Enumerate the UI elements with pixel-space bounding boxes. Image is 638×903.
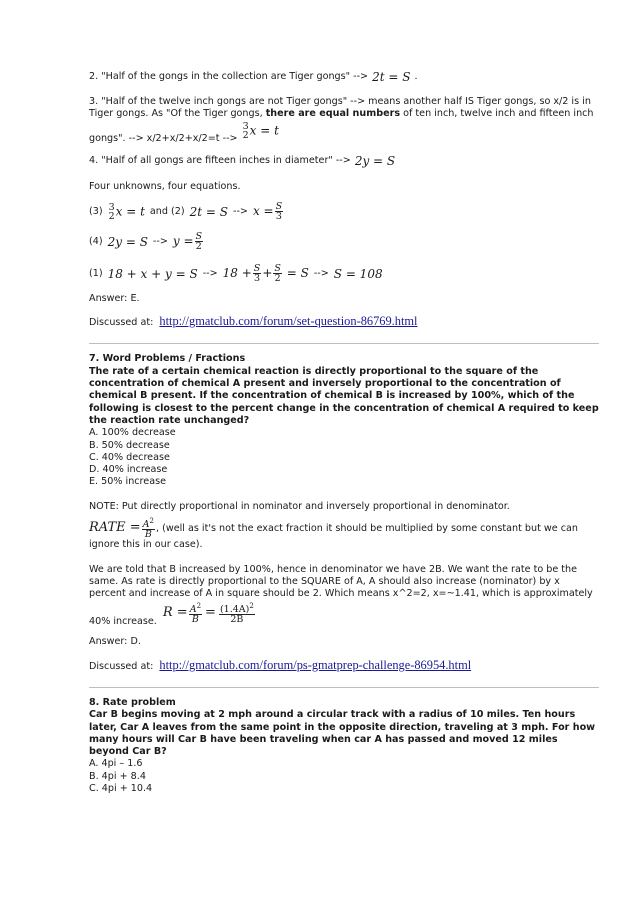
option-item: A. 100% decrease: [89, 427, 176, 439]
equation-1-part-c: S = 108: [333, 266, 383, 281]
explanation-end: 40% increase.: [89, 616, 157, 628]
question-8-title: 8. Rate problem: [89, 696, 176, 708]
equation-3: [89, 199, 599, 225]
page-content: [89, 70, 599, 795]
statement-3-text-a: 3. "Half of the twelve inch gongs are not Tiger gongs" --> means another half IS Tiger gongs, so x/2 is in Tiger gongs. As "Of the Tiger gongs,: [89, 96, 591, 120]
option-item: C. 4pi + 10.4: [89, 783, 153, 795]
rate-formula-line: [89, 517, 599, 551]
equation-3-part-b: 2t = S: [189, 204, 228, 219]
equation-3-and: and (2): [149, 205, 185, 217]
question-7-text: The rate of a certain chemical reaction is directly proportional to the square of the concentration of chemical A present and inversely proportional to the concentration of chemical B present. If the concentration of chemical B is increased by 100%, which of the following is closest to the percent change in the concentration of chemical A required to keep the reaction rate unchanged?: [89, 365, 599, 426]
equation-4-label: (4): [89, 235, 103, 247]
equation-1-label: (1): [89, 267, 103, 279]
statement-3-equation: 3 2 x = t: [242, 120, 279, 141]
discussion-link[interactable]: http://gmatclub.com/forum/set-question-86769.html: [159, 314, 418, 329]
statement-2-equation: 2t = S: [372, 69, 411, 84]
equation-3-label: (3): [89, 205, 103, 217]
statement-4-equation: 2y = S: [354, 154, 396, 169]
statement-2-text: 2. "Half of the gongs in the collection are Tiger gongs" -->: [89, 70, 369, 82]
discussed-line-2: [89, 659, 599, 673]
option-item: C. 40% decrease: [89, 451, 170, 463]
answer-text: Answer: E.: [89, 292, 140, 304]
question-7-note: NOTE: Put directly proportional in nominator and inversely proportional in denominator.: [89, 500, 510, 512]
divider: [89, 343, 599, 344]
equation-4-part-a: 2y = S: [107, 234, 148, 249]
statement-4-text: 4. "Half of all gongs are fifteen inches in diameter" -->: [89, 155, 351, 167]
option-item: D. 40% increase: [89, 464, 168, 476]
equation-3-part-c: x = $\frac{S}{3}$: [252, 201, 283, 223]
summary-text: Four unknowns, four equations.: [89, 180, 241, 192]
statement-3-line: [89, 121, 599, 145]
question-7-title: 7. Word Problems / Fractions: [89, 353, 246, 365]
option-item: B. 4pi + 8.4: [89, 770, 146, 782]
statement-3-bold: there are equal numbers: [265, 108, 401, 120]
equation-1-part-b: 18 + $\frac{S}{3}$ + $\frac{S}{2}$ = S: [222, 263, 309, 285]
discussion-link-2[interactable]: http://gmatclub.com/forum/ps-gmatprep-challenge-86954.html: [159, 657, 472, 672]
equation-3-arrow: -->: [233, 205, 248, 217]
equation-4-arrow: -->: [152, 235, 168, 247]
r-formula: R = $\frac{A^2}{B}$ = $\frac{(1.4A)^2}{2B}$: [162, 602, 254, 626]
discussed-label: Discussed at:: [89, 317, 154, 329]
r-formula-line: [89, 600, 599, 628]
option-item: A. 4pi – 1.6: [89, 758, 143, 770]
divider-2: [89, 687, 599, 688]
question-8-text: Car B begins moving at 2 mph around a circular track with a radius of 10 miles. Ten hours later, Car A leaves from the same point in the opposite direction, traveling at 3 mph. For how many hours will Car B have been traveling when car A has passed and moved 12 miles beyond Car B?: [89, 709, 596, 758]
equation-1: [89, 261, 599, 287]
rate-formula: RATE = $\frac{A^2}{B}$: [89, 517, 154, 541]
statement-2: [89, 70, 599, 84]
option-item: B. 50% decrease: [89, 439, 170, 451]
equation-4: [89, 229, 599, 255]
equation-1-arrow-1: -->: [202, 267, 218, 279]
equation-1-arrow-2: -->: [313, 267, 329, 279]
statement-3: [89, 96, 599, 121]
statement-4: [89, 155, 599, 169]
statement-2-end: .: [414, 70, 418, 82]
statement-3-text-b: of ten inch, twelve inch and fifteen inch: [403, 108, 594, 120]
discussed-line: [89, 315, 599, 329]
equation-4-part-b: y = $\frac{S}{2}$: [172, 231, 203, 253]
option-item: E. 50% increase: [89, 476, 166, 488]
rate-formula-text: , (well as it's not the exact fraction it should be multiplied by some constant but we can ignore this in our case).: [89, 522, 578, 551]
discussed-label-2: Discussed at:: [89, 660, 154, 672]
question-7-explanation: We are told that B increased by 100%, hence in denominator we have 2B. We want the rate to be the same. As rate is directly proportional to the SQUARE of A, A should also increase (nominator) by x percent and increase of A in square should be 2. Which means x^2=2, x=~1.41, which is approximately: [89, 563, 593, 600]
statement-3-text-c: gongs". --> x/2+x/2+x/2=t -->: [89, 132, 238, 144]
question-7-answer: Answer: D.: [89, 636, 141, 648]
equation-1-part-a: 18 + x + y = S: [107, 266, 198, 281]
equation-3-part-a: 3 2 x = t: [108, 201, 145, 222]
